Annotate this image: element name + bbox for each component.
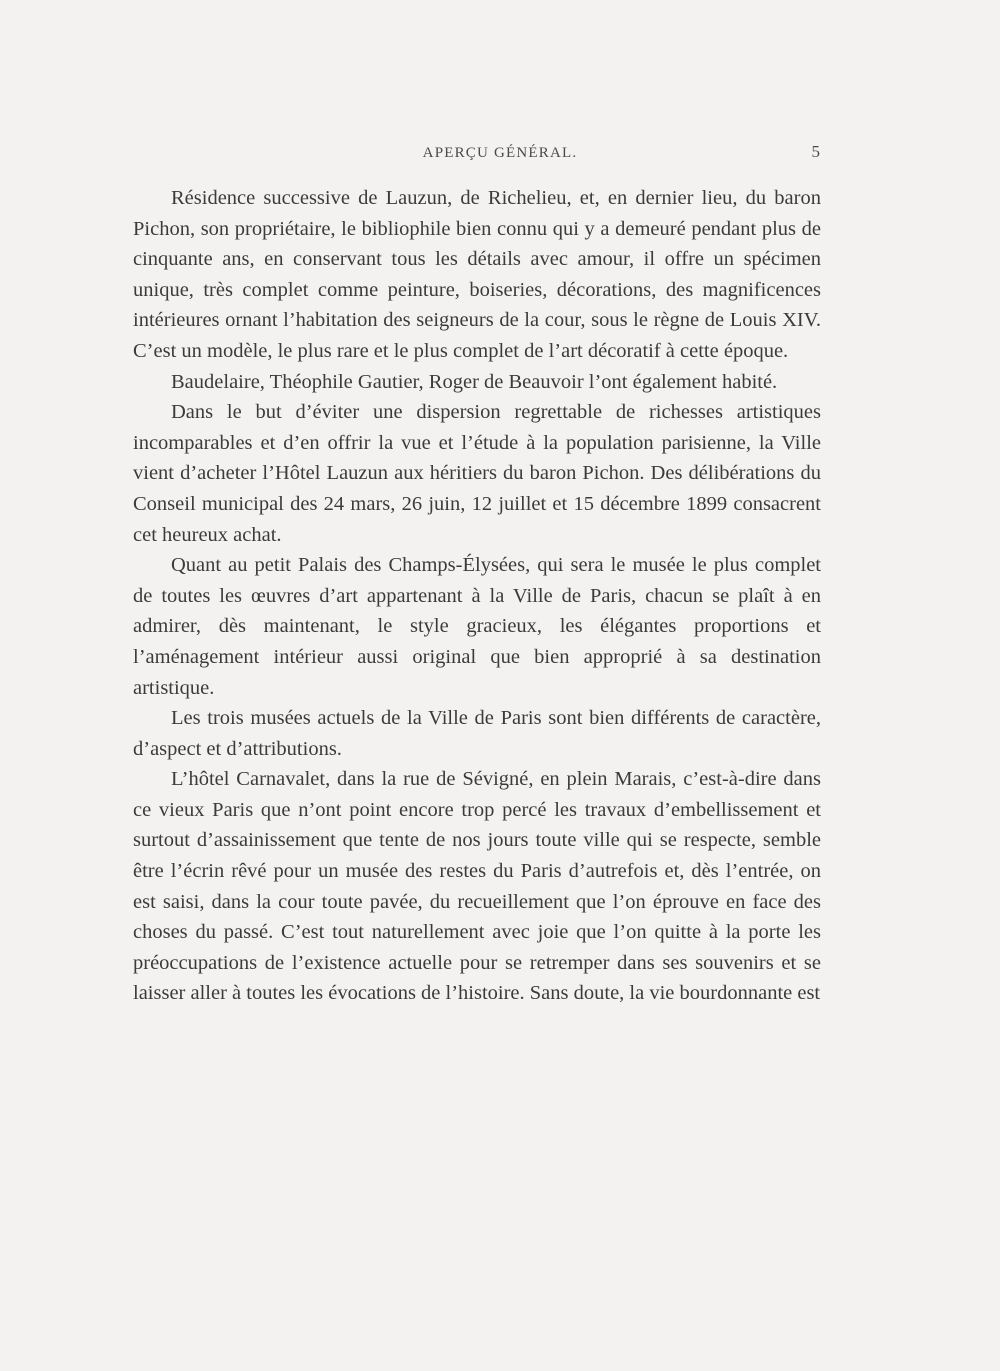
- paragraph: Résidence successive de Lauzun, de Richelieu, et, en dernier lieu, du baron Pichon, son propriétaire, le bibliophile bien connu qui y a demeuré pendant plus de cinquante ans, en conservant tous les détails avec amour, il offre un spécimen unique, très complet comme peinture, boiseries, décorations, des magnificences intérieures ornant l’habitation des seigneurs de la cour, sous le règne de Louis XIV. C’est un modèle, le plus rare et le plus complet de l’art décoratif à cette époque.: [133, 187, 821, 362]
- body-text: [133, 183, 821, 1009]
- running-title: APERÇU GÉNÉRAL.: [422, 145, 578, 161]
- paragraph: Quant au petit Palais des Champs-Élysées, qui sera le musée le plus complet de toutes les œuvres d’art appartenant à la Ville de Paris, chacun se plaît à en admirer, dès maintenant, le style gracieux, les élégantes proportions et l’aménagement intérieur aussi original que bien approprié à sa destination artistique.: [133, 554, 821, 699]
- page-number: 5: [811, 142, 820, 161]
- paragraph: Dans le but d’éviter une dispersion regrettable de richesses artistiques incomparables et d’en offrir la vue et l’étude à la population parisienne, la Ville vient d’acheter l’Hôtel Lauzun aux héritiers du baron Pichon. Des délibérations du Conseil municipal des 24 mars, 26 juin, 12 juillet et 15 décembre 1899 consacrent cet heureux achat.: [133, 401, 821, 546]
- paragraph: Baudelaire, Théophile Gautier, Roger de Beauvoir l’ont également habité.: [171, 370, 778, 393]
- running-head: [0, 142, 1000, 168]
- paragraph: L’hôtel Carnavalet, dans la rue de Sévigné, en plein Marais, c’est-à-dire dans ce vieux Paris que n’ont point encore trop percé les travaux d’embellissement et surtout d’assainissement que tente de nos jours toute ville qui se respecte, semble être l’écrin rêvé pour un musée des restes du Paris d’autrefois et, dès l’entrée, on est saisi, dans la cour toute pavée, du recueillement que l’on éprouve en face des choses du passé. C’est tout naturellement avec joie que l’on quitte à la porte les préoccupations de l’existence actuelle pour se retremper dans ses souvenirs et se laisser aller à toutes les évocations de l’histoire. Sans doute, la vie bourdonnante est: [133, 768, 821, 1005]
- paragraph: Les trois musées actuels de la Ville de Paris sont bien différents de caractère, d’aspect et d’attributions.: [133, 707, 821, 760]
